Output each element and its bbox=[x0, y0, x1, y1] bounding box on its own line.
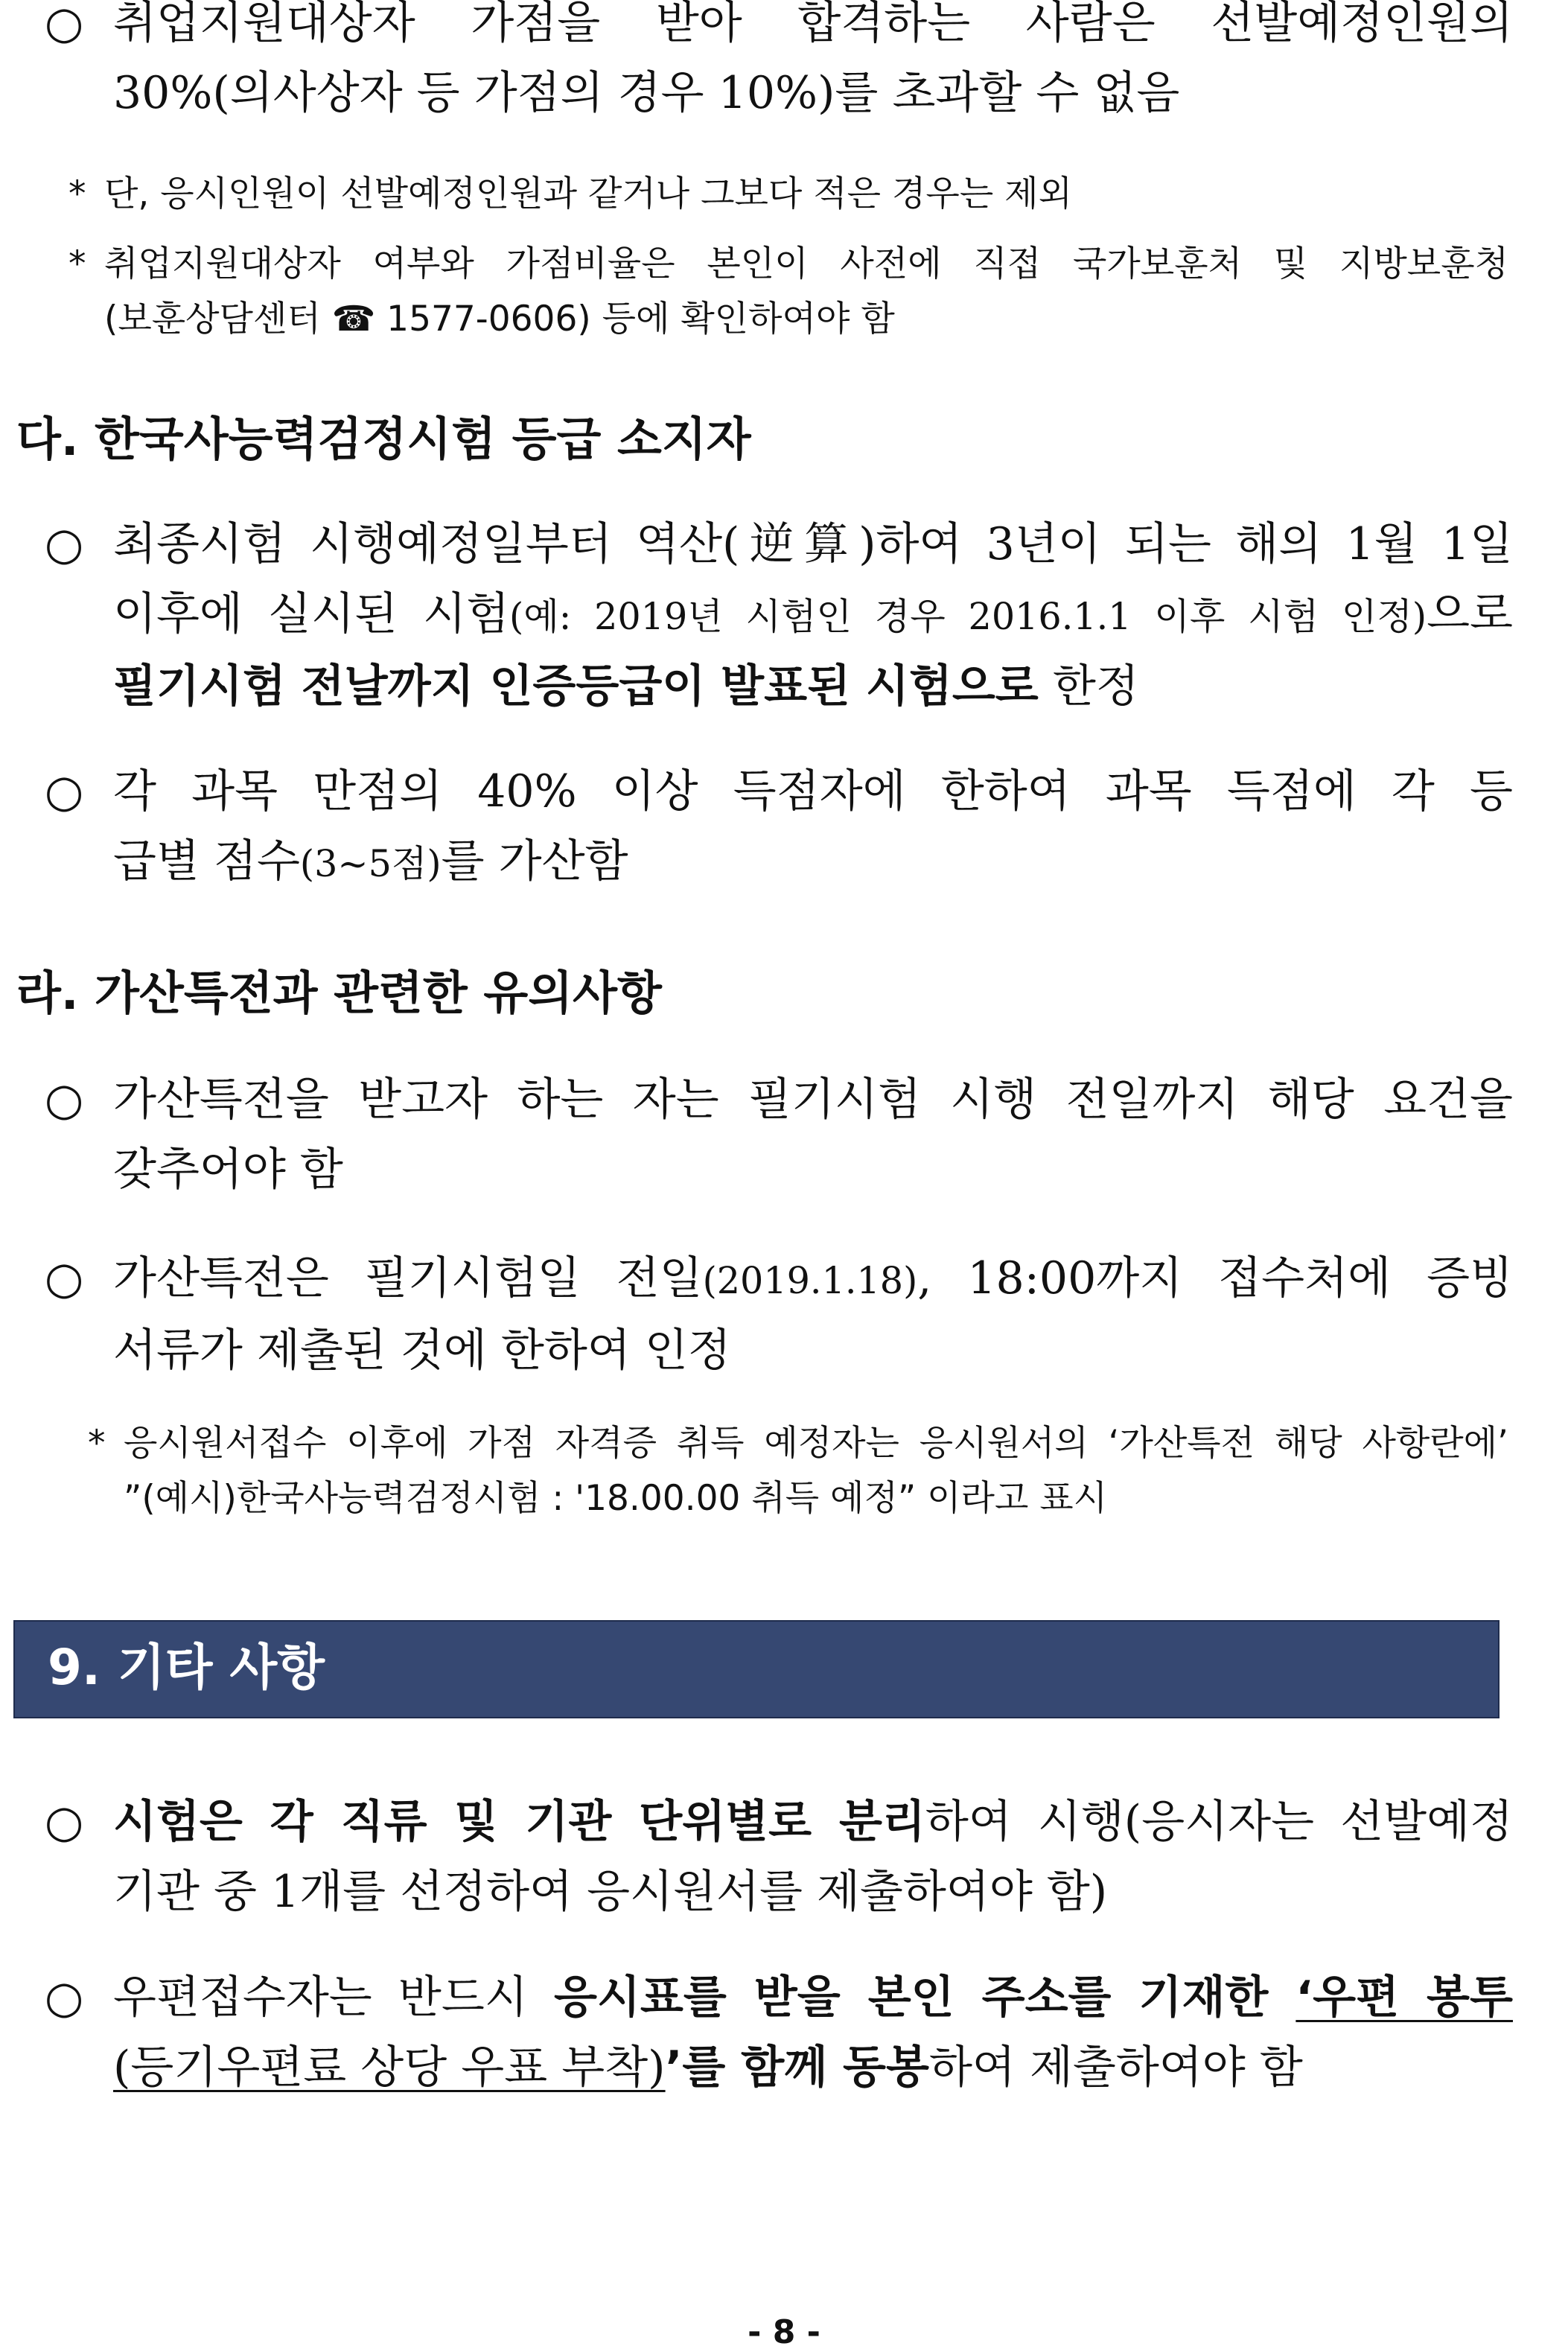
emphasis-text: 응시표를 받을 본인 주소를 기재한 bbox=[553, 1972, 1296, 2024]
bullet-line bbox=[113, 651, 1513, 721]
bullet-line bbox=[113, 2033, 1513, 2103]
bullet-mark: ○ bbox=[45, 1074, 84, 1126]
section-header-misc bbox=[13, 1620, 1500, 1718]
text-segment: 를 가산함 bbox=[441, 835, 628, 887]
bullet-document-submission bbox=[45, 1243, 1513, 1386]
note-line: (보훈상담센터 ☎ 1577-0606) 등에 확인하여야 함 bbox=[104, 299, 895, 340]
bullet-line bbox=[113, 1787, 1513, 1857]
text-segment: 급별 점수 bbox=[113, 835, 300, 887]
bullet-line: 서류가 제출된 것에 한하여 인정 bbox=[113, 1325, 731, 1377]
bullet-mark: ○ bbox=[45, 1972, 84, 2024]
note-verification bbox=[68, 237, 1508, 292]
text-segment: 이후에 실시된 시험 bbox=[113, 588, 510, 640]
note-star: * bbox=[68, 173, 86, 214]
note-expected-certificate bbox=[88, 1416, 1508, 1526]
text-segment: 으로 bbox=[1427, 588, 1514, 640]
bullet-mail-application bbox=[45, 1963, 1513, 2103]
emphasis-text: ’를 함께 동봉 bbox=[665, 2042, 929, 2094]
text-example: (예: 2019년 시험인 경우 2016.1.1 이후 시험 인정) bbox=[509, 595, 1427, 638]
bullet-mark: ○ bbox=[45, 765, 84, 818]
bullet-line: 취업지원대상자 가점을 받아 합격하는 사람은 선발예정인원의 bbox=[113, 0, 1513, 49]
bullet-mark: ○ bbox=[45, 1796, 84, 1848]
bullet-line: 갖추어야 함 bbox=[113, 1144, 343, 1196]
underlined-text: (등기우편료 상당 우표 부착) bbox=[113, 2042, 666, 2094]
text-segment: 하여 시행(응시자는 선발예정 bbox=[925, 1796, 1513, 1848]
bullet-line: 최종시험 시행예정일부터 역산(逆算)하여 3년이 되는 해의 1월 1일 bbox=[113, 518, 1513, 570]
section-title: 9. 기타 사항 bbox=[48, 1639, 325, 1696]
text-segment: 하여 제출하여야 함 bbox=[928, 2042, 1303, 2094]
note-verification-cont bbox=[104, 292, 1508, 347]
text-segment: 가산특전은 필기시험일 전일 bbox=[113, 1252, 703, 1304]
text-segment: , 18:00까지 접수처에 증빙 bbox=[917, 1252, 1513, 1304]
emphasis-text: 필기시험 전날까지 인증등급이 발표된 시험으로 bbox=[113, 660, 1039, 713]
text-score-range: (3∼5점) bbox=[299, 842, 442, 885]
bullet-mark: ○ bbox=[45, 0, 84, 49]
bullet-mark: ○ bbox=[45, 1252, 84, 1304]
note-line: ”(예시)한국사능력검정시험 : '18.00.00 취득 예정” 이라고 표시 bbox=[124, 1478, 1108, 1519]
text-segment: 한정 bbox=[1038, 660, 1139, 713]
bullet-line: 가산특전을 받고자 하는 자는 필기시험 시행 전일까지 해당 요건을 bbox=[113, 1074, 1513, 1126]
bullet-line bbox=[113, 579, 1513, 651]
note-line: 응시원서접수 이후에 가점 자격증 취득 예정자는 응시원서의 ‘가산특전 해당 사항란에’ bbox=[124, 1423, 1508, 1464]
emphasis-text: 시험은 각 직류 및 기관 단위별로 분리 bbox=[113, 1796, 925, 1848]
bullet-exam-validity bbox=[45, 509, 1513, 721]
bullet-line: 30%(의사상자 등 가점의 경우 10%)를 초과할 수 없음 bbox=[113, 67, 1180, 119]
note-line: 단, 응시인원이 선발예정인원과 같거나 그보다 적은 경우는 제외 bbox=[104, 173, 1072, 214]
note-star: * bbox=[88, 1423, 106, 1464]
bullet-line bbox=[113, 826, 1513, 899]
bullet-employment-support-limit bbox=[45, 0, 1513, 128]
bullet-line: 기관 중 1개를 선정하여 응시원서를 제출하여야 함) bbox=[113, 1866, 1108, 1918]
page-number: - 8 - bbox=[748, 2313, 820, 2351]
bullet-line bbox=[113, 1243, 1513, 1316]
emphasis-underlined-text: ‘우편 봉투 bbox=[1295, 1972, 1513, 2024]
bullet-exam-separation bbox=[45, 1787, 1513, 1927]
text-segment: 우편접수자는 반드시 bbox=[113, 1972, 554, 2024]
bullet-line: 각 과목 만점의 40% 이상 득점자에 한하여 과목 득점에 각 등 bbox=[113, 765, 1513, 818]
heading-korean-history-exam: 다. 한국사능력검정시험 등급 소지자 bbox=[16, 412, 751, 466]
note-star: * bbox=[68, 243, 86, 284]
bullet-mark: ○ bbox=[45, 518, 84, 570]
bullet-requirement-deadline bbox=[45, 1065, 1513, 1205]
note-line: 취업지원대상자 여부와 가점비율은 본인이 사전에 직접 국가보훈처 및 지방보훈청 bbox=[104, 243, 1508, 284]
bullet-line bbox=[113, 1963, 1513, 2033]
bullet-score-addition bbox=[45, 756, 1513, 899]
note-exception bbox=[68, 167, 1508, 222]
text-date: (2019.1.18) bbox=[702, 1259, 918, 1302]
heading-precautions: 라. 가산특전과 관련한 유의사항 bbox=[16, 966, 662, 1020]
